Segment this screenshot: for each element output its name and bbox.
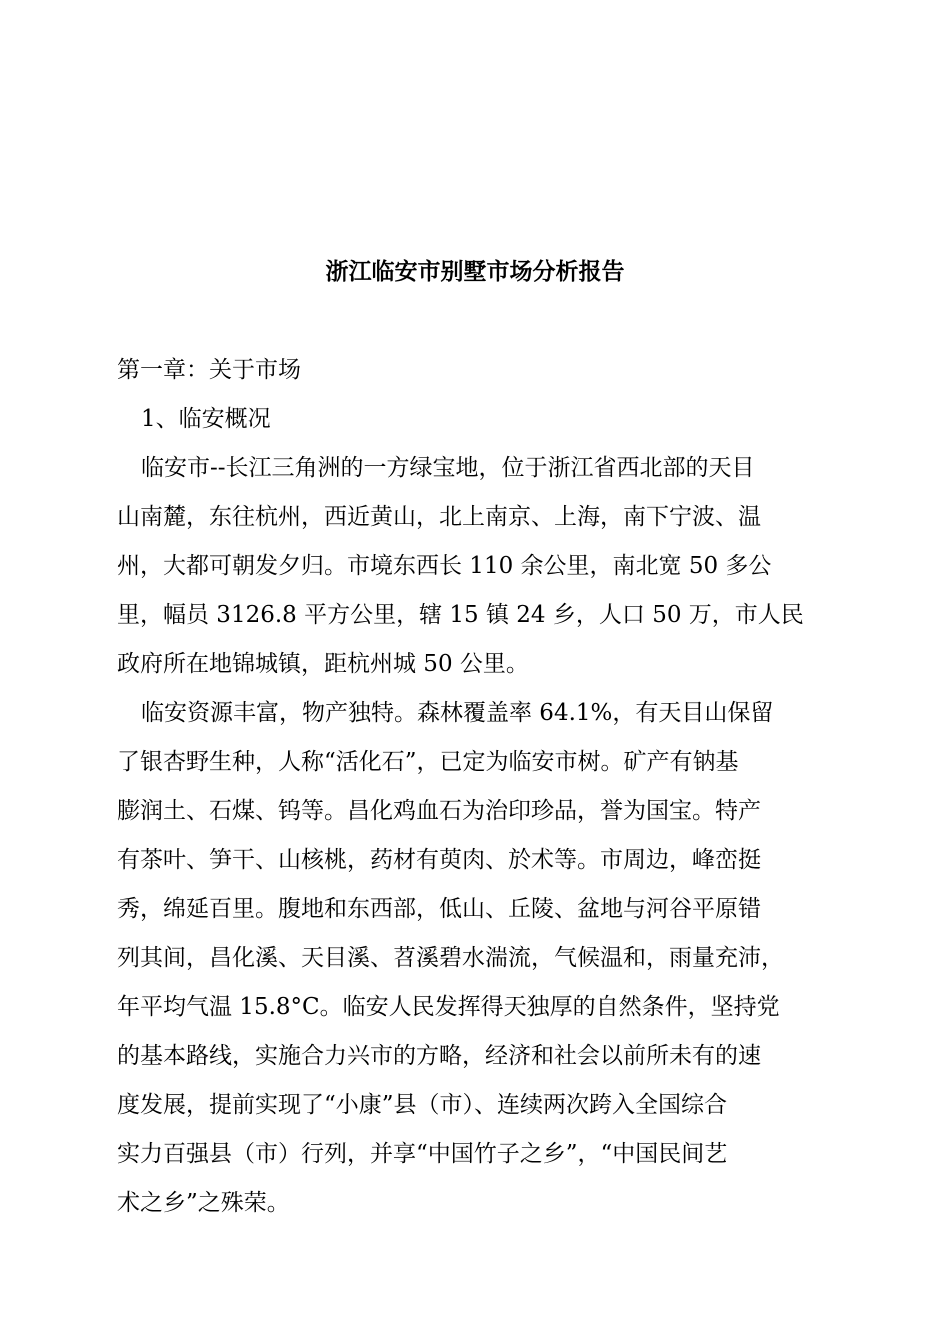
paragraph-line: 临安资源丰富，物产独特。森林覆盖率 64.1%，有天目山保留 [141, 700, 774, 726]
chapter-heading: 第一章：关于市场 [117, 357, 301, 383]
paragraph-line: 政府所在地锦城镇，距杭州城 50 公里。 [117, 651, 529, 677]
document-body [117, 346, 847, 1228]
paragraph-2 [117, 689, 847, 1228]
paragraph-line: 术之乡”之殊荣。 [117, 1190, 290, 1216]
paragraph-line: 实力百强县（市）行列，并享“中国竹子之乡”，“中国民间艺 [117, 1141, 728, 1167]
document-title: 浙江临安市别墅市场分析报告 [325, 258, 625, 285]
paragraph-line: 的基本路线，实施合力兴市的方略，经济和社会以前所未有的速 [117, 1043, 761, 1069]
paragraph-line: 里，幅员 3126.8 平方公里，辖 15 镇 24 乡，人口 50 万，市人民 [117, 602, 804, 628]
paragraph-line: 度发展，提前实现了“小康”县（市）、连续两次跨入全国综合 [117, 1092, 728, 1118]
paragraph-line: 有茶叶、笋干、山核桃，药材有萸肉、於术等。市周边，峰峦挺 [117, 847, 761, 873]
paragraph-line: 膨润土、石煤、钨等。昌化鸡血石为治印珍品，誉为国宝。特产 [117, 798, 761, 824]
paragraph-line: 了银杏野生种，人称“活化石”，已定为临安市树。矿产有钠基 [117, 749, 739, 775]
paragraph-line: 年平均气温 15.8°C。临安人民发挥得天独厚的自然条件，坚持党 [117, 994, 780, 1020]
paragraph-line: 秀，绵延百里。腹地和东西部，低山、丘陵、盆地与河谷平原错 [117, 896, 761, 922]
paragraph-1 [117, 444, 847, 689]
paragraph-line: 临安市--长江三角洲的一方绿宝地，位于浙江省西北部的天目 [141, 455, 755, 481]
paragraph-line: 山南麓，东往杭州，西近黄山，北上南京、上海，南下宁波、温 [117, 504, 761, 530]
section-heading: 1、临安概况 [141, 406, 271, 432]
paragraph-line: 州，大都可朝发夕归。市境东西长 110 余公里，南北宽 50 多公 [117, 553, 772, 579]
paragraph-line: 列其间，昌化溪、天目溪、苕溪碧水湍流，气候温和，雨量充沛， [117, 945, 784, 971]
